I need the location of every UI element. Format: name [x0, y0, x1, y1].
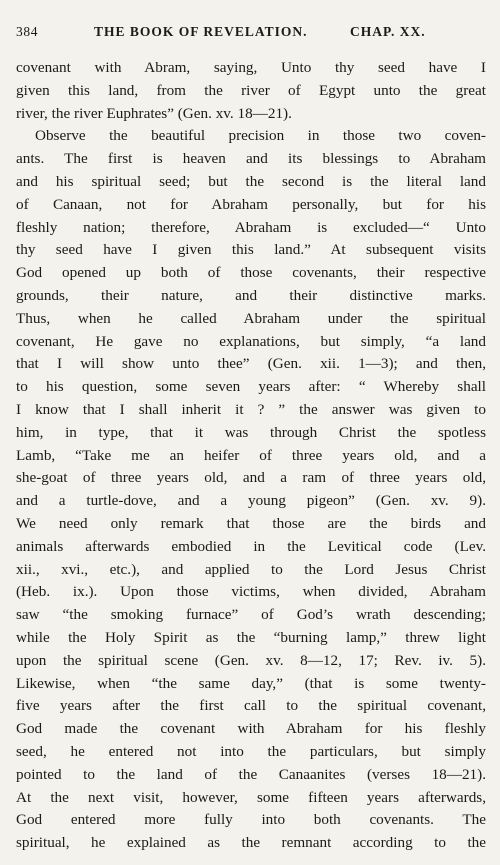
- text-line: grounds, their nature, and their distinctive marks.: [16, 286, 486, 304]
- text-line: Thus, when he called Abraham under the spiritual: [16, 309, 486, 327]
- text-line: God opened up both of those covenants, their respective: [16, 264, 486, 282]
- text-line: fleshly nation; therefore, Abraham is excluded—“ Unto: [16, 218, 486, 236]
- text-line: God entered more fully into both covenants. The: [16, 811, 486, 829]
- text-line: xii., xvi., etc.), and applied to the Lord Jesus Christ: [16, 560, 486, 578]
- text-line: and his spiritual seed; but the second is the literal land: [16, 172, 486, 190]
- text-line: saw “the smoking furnace” of God’s wrath descending;: [16, 606, 486, 624]
- text-line: God made the covenant with Abraham for his fleshly: [16, 720, 486, 738]
- text-line: to his question, some seven years after: “ Whereby shall: [16, 378, 486, 396]
- text-line: upon the spiritual scene (Gen. xv. 8—12, 17; Rev. iv. 5).: [16, 651, 486, 669]
- text-line: covenant with Abram, saying, Unto thy seed have I: [16, 59, 486, 76]
- text-line: river, the river Euphrates” (Gen. xv. 18—21).: [16, 104, 292, 122]
- text-line: while the Holy Spirit as the “burning lamp,” threw light: [16, 628, 486, 646]
- text-line: animals afterwards embodied in the Levitical code (Lev.: [16, 537, 486, 555]
- chapter-label: CHAP. XX.: [350, 24, 426, 39]
- running-header: [16, 24, 490, 44]
- text-line: she-goat of three years old, and a ram of three years old,: [16, 469, 486, 487]
- text-line: Observe the beautiful precision in those two coven-: [35, 127, 486, 145]
- text-line: him, in type, that it was through Christ the spotless: [16, 423, 486, 441]
- text-line: pointed to the land of the Canaanites (verses 18—21).: [16, 765, 486, 783]
- text-line: seed, he entered not into the particulars, but simply: [16, 742, 486, 760]
- text-line: that I will show unto thee” (Gen. xii. 1—3); and then,: [16, 355, 486, 373]
- text-line: Likewise, when “the same day,” (that is some twenty-: [16, 674, 486, 692]
- text-line: spiritual, he explained as the remnant according to the: [16, 834, 486, 852]
- page-number: 384: [16, 24, 39, 39]
- text-line: given this land, from the river of Egypt unto the great: [16, 81, 486, 99]
- text-line: Lamb, “Take me an heifer of three years old, and a: [16, 446, 486, 464]
- text-line: thy seed have I given this land.” At subsequent visits: [16, 241, 486, 259]
- text-line: of Canaan, not for Abraham personally, but for his: [16, 195, 486, 213]
- text-line: We need only remark that those are the birds and: [16, 514, 486, 532]
- text-line: and a turtle-dove, and a young pigeon” (Gen. xv. 9).: [16, 492, 486, 510]
- text-line: (Heb. ix.). Upon those victims, when divided, Abraham: [16, 583, 486, 601]
- book-title: THE BOOK OF REVELATION.: [94, 24, 308, 39]
- text-line: ants. The first is heaven and its blessings to Abraham: [16, 150, 486, 168]
- body-text: [16, 57, 486, 855]
- text-line: At the next visit, however, some fifteen years afterwards,: [16, 788, 486, 806]
- text-line: covenant, He gave no explanations, but simply, “a land: [16, 332, 486, 350]
- text-line: I know that I shall inherit it ? ” the answer was given to: [16, 400, 486, 418]
- text-line: five years after the first call to the spiritual covenant,: [16, 697, 486, 715]
